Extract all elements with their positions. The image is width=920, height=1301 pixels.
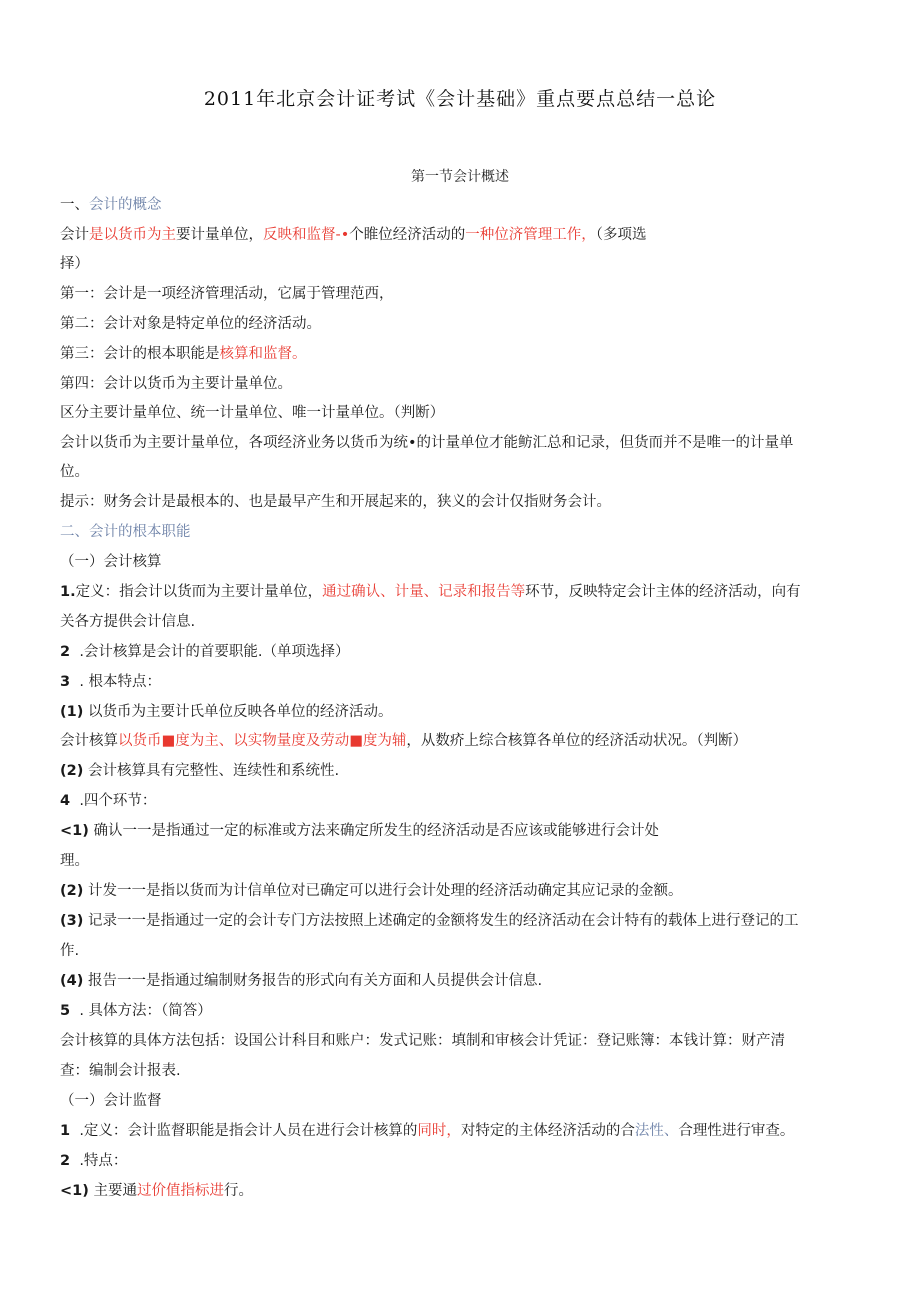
paragraph-line: 第一：会计是一项经济管理活动，它属于管理范西，	[60, 286, 394, 302]
subheading-supervision: （一）会计监督	[60, 1093, 162, 1109]
section-title: 第一节会计概述	[411, 169, 509, 185]
paragraph-line: (3) 记录一一是指通过一定的会计专门方法按照上述确定的金额将发生的经济活动在会计特有的载体上进行登记的工	[60, 913, 799, 929]
paragraph-line: 作.	[60, 943, 80, 959]
paragraph-line: 会计核算的具体方法包括：设国公计科目和账户：发式记账：填制和审核会计凭证：登记账簿：本钱计算：财产清	[60, 1033, 785, 1049]
paragraph-line: 第三：会计的根本职能是核算和监督。	[60, 346, 307, 362]
paragraph-line: (1) 以货币为主要计氏单位反映各单位的经济活动。	[60, 704, 393, 720]
paragraph-line: 区分主要计量单位、统一计量单位、唯一计量单位。（判断）	[60, 405, 445, 421]
paragraph-line: (2) 计发一一是指以货而为计信单位对已确定可以进行会计处理的经济活动确定其应记录的金额。	[60, 883, 683, 899]
paragraph-line: 会计核算以货币■度为主、以实物量度及劳动■度为辅，从数疥上综合核算各单位的经济活动状况。（判断）	[60, 733, 748, 749]
paragraph-line: 4 .四个环节：	[60, 793, 157, 809]
document-title: 2011年北京会计证考试《会计基础》重点要点总结一总论	[203, 88, 717, 110]
paragraph-line: 2 .特点：	[60, 1153, 128, 1169]
paragraph-line: 提示：财务会计是最根本的、也是最早产生和开展起来的，狭义的会计仅指财务会计。	[60, 494, 611, 510]
paragraph-line: 择）	[60, 256, 89, 272]
heading-concept: 一、会计的概念	[60, 197, 162, 213]
paragraph-line: 位。	[60, 464, 89, 480]
heading-functions: 二、会计的根本职能	[60, 524, 191, 540]
paragraph-line: 查：编制会计报表.	[60, 1063, 181, 1079]
paragraph-line: 1 .定义：会计监督职能是指会计人员在进行会计核算的同时，对特定的主体经济活动的合法性、合理性进行审查。	[60, 1123, 795, 1139]
paragraph-line: 第二：会计对象是特定单位的经济活动。	[60, 316, 321, 332]
paragraph-line: <1) 主要通过价值指标进行。	[60, 1183, 253, 1199]
paragraph-line: (4) 报告一一是指通过编制财务报告的形式向有关方面和人员提供会计信息.	[60, 973, 543, 989]
paragraph-line: 2 .会计核算是会计的首要职能.（单项选择）	[60, 644, 350, 660]
paragraph-line: 3 . 根本特点：	[60, 674, 162, 690]
paragraph-definition: 会计是以货币为主要计量单位，反映和监督-•个睢位经济活动的一种位济管理工作，（多项选	[60, 227, 647, 243]
subheading-accounting: （一）会计核算	[60, 554, 162, 570]
paragraph-line: 理。	[60, 853, 89, 869]
paragraph-line: 关各方提供会计信息.	[60, 614, 196, 630]
paragraph-line: (2) 会计核算具有完整性、连续性和系统性.	[60, 763, 340, 779]
paragraph-line: 1.定义：指会计以货而为主要计量单位，通过确认、计量、记录和报告等环节，反映特定会计主体的经济活动，向有	[60, 584, 801, 600]
paragraph-line: 5 . 具体方法：（简答）	[60, 1003, 212, 1019]
paragraph-line: 第四：会计以货币为主要计量单位。	[60, 376, 292, 392]
paragraph-line: <1) 确认一一是指通过一定的标准或方法来确定所发生的经济活动是否应该或能够进行会计处	[60, 823, 659, 839]
paragraph-line: 会计以货币为主要计量单位，各项经济业务以货币为统•的计量单位才能鲂汇总和记录，但货而并不是唯一的计量单	[60, 435, 794, 451]
